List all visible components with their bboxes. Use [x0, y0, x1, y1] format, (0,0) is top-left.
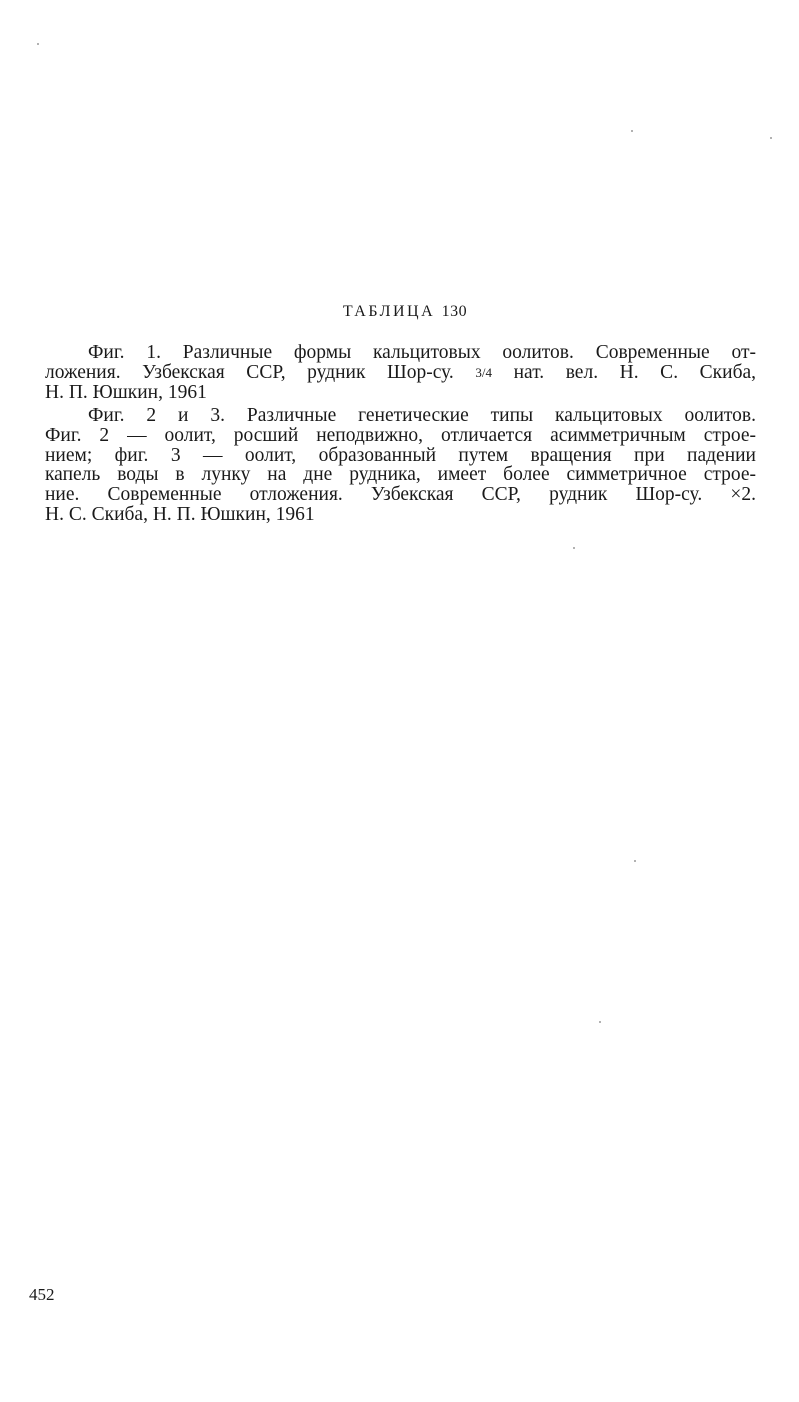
- scan-speck: [634, 860, 636, 862]
- scale-fraction: 3/4: [475, 364, 493, 380]
- caption-line: ние. Современные отложения. Узбекская ССР, рудник Шор-су. ×2.: [45, 484, 756, 506]
- caption-line: капель воды в лунку на дне рудника, имеет более симметричное строе-: [45, 464, 756, 486]
- scan-speck: [770, 137, 772, 139]
- caption-line-text: ложения. Узбекская ССР, рудник Шор-су.: [45, 361, 454, 383]
- caption-line: Н. П. Юшкин, 1961: [45, 381, 207, 403]
- caption-figure-1: [45, 343, 756, 402]
- scan-speck: [631, 130, 633, 132]
- caption-figures-2-3: [45, 406, 756, 525]
- page-number: 452: [29, 1285, 55, 1304]
- caption-line-with-scale: [45, 363, 756, 383]
- scan-speck: [599, 1021, 601, 1023]
- caption-line: Н. С. Скиба, Н. П. Юшкин, 1961: [45, 503, 315, 525]
- plate-heading: [0, 303, 799, 321]
- caption-line: Фиг. 2 и 3. Различные генетические типы кальцитовых оолитов.: [88, 405, 756, 426]
- caption-line: Фиг. 1. Различные формы кальцитовых оолитов. Современные от-: [88, 342, 756, 363]
- caption-line-text: нат. вел. Н. С. Скиба,: [513, 361, 757, 383]
- plate-number: 130: [441, 303, 468, 320]
- plate-title: ТАБЛИЦА: [342, 303, 436, 320]
- scan-speck: [37, 43, 39, 45]
- caption-line: Фиг. 2 — оолит, росший неподвижно, отличается асимметричным строе-: [45, 424, 756, 446]
- caption-line: нием; фиг. 3 — оолит, образованный путем вращения при падении: [45, 444, 756, 466]
- scan-speck: [573, 547, 575, 549]
